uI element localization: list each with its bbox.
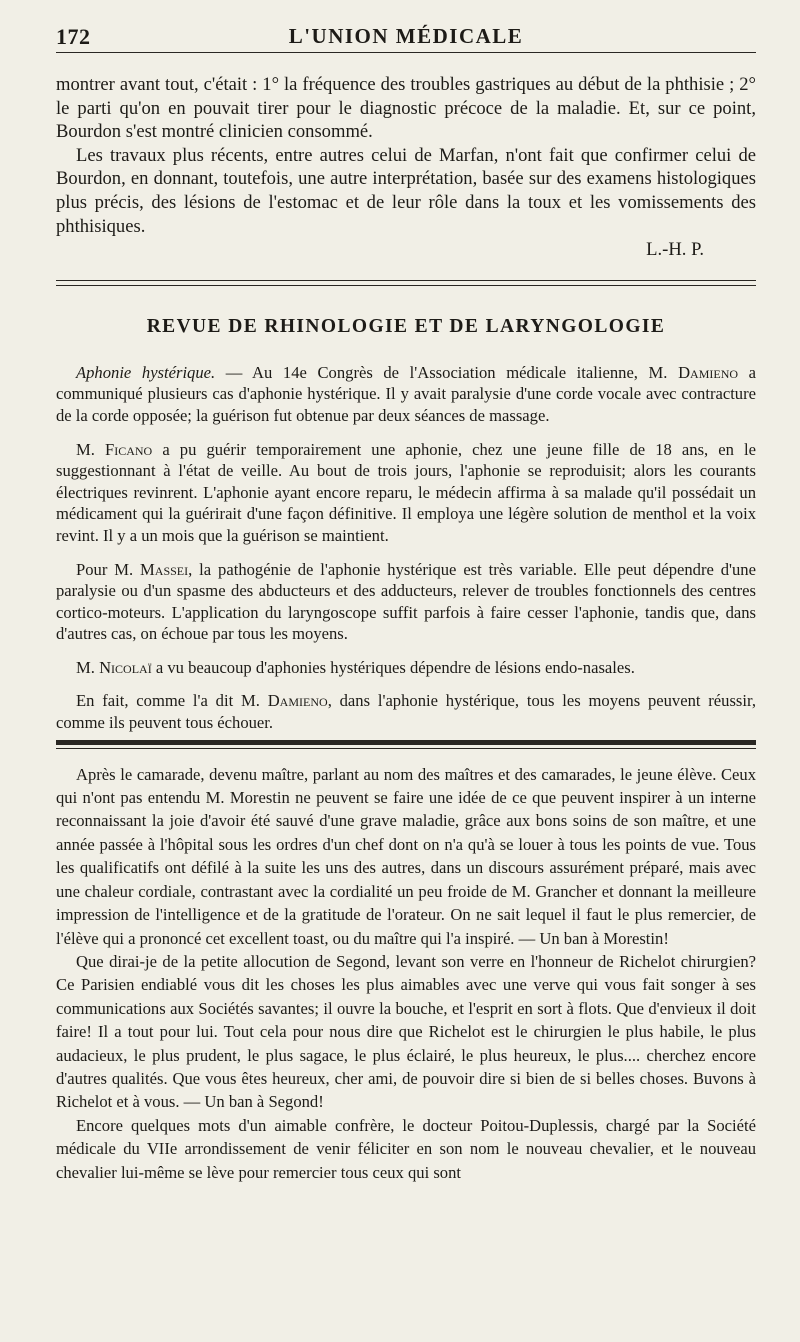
review-paragraph-1 (56, 362, 756, 427)
review-paragraph-1-end: a communiqué plusieurs cas d'aphonie hystérique. Il y avait paralysie d'une corde vocale avec contracture de la corde opposée; la guérison fut obtenue par deux séances de massage. (56, 362, 757, 425)
review-paragraph-2-pre: M. (76, 439, 105, 459)
author-signature: L.-H. P. (646, 239, 704, 261)
journal-page (56, 18, 756, 1184)
page-header (56, 18, 756, 53)
author-name: Damieno (267, 691, 328, 711)
intro-text (56, 73, 756, 238)
author-name: Ficano (105, 439, 153, 459)
review-paragraph-5 (56, 690, 756, 733)
author-name: Damieno (678, 362, 739, 382)
intro-paragraph-1: montrer avant tout, c'était : 1° la fréquence des troubles gastriques au début de la phthisie ; 2° le parti qu'on en pouvait tirer pour le diagnostic précoce de la maladie. Et, sur ce point, Bourdon s'est montré clinicien consommé. (56, 74, 756, 143)
review-paragraph-4-pre: M. (76, 657, 100, 677)
heavy-divider (56, 740, 756, 745)
review-subhead: Aphonie hystérique. (76, 362, 216, 382)
review-paragraph-3-pre: Pour M. (76, 559, 141, 579)
page-number: 172 (56, 24, 91, 49)
article-paragraph-2: Que dirai-je de la petite allocution de Segond, levant son verre en l'honneur de Richelot chirurgien? Ce Parisien endiablé vous dit les choses les plus aimables avec une verve qui vous fait songer à ses communications aux Sociétés savantes; il ouvre la bouche, et l'esprit en sort à flots. Que d'envieux il doit faire! Il a tout pour lui. Tout cela pour nous dire que Richelot est le chirurgien le plus habile, le plus audacieux, le plus prudent, le plus sagace, le plus éclairé, le plus heureux, le plus.... cherchez encore d'autres qualités. Que vous êtes heureux, cher ami, de pouvoir dire si bien de si belles choses. Buvons à Richelot et à vous. — Un ban à Segond! (56, 951, 756, 1112)
article-paragraph-3: Encore quelques mots d'un aimable confrère, le docteur Poitou-Duplessis, chargé par la Société médicale du VIIe arrondissement de venir féliciter en son nom le nouveau chevalier, et le nouveau chevalier lui-même se lève pour remercier tous ceux qui sont (56, 1115, 756, 1182)
section-title: REVUE DE RHINOLOGIE ET DE LARYNGOLOGIE (146, 315, 666, 337)
review-paragraph-4-text: a vu beaucoup d'aphonies hystériques dépendre de lésions endo-nasales. (151, 657, 635, 677)
journal-title: L'UNION MÉDICALE (288, 24, 524, 48)
author-name: Massei (140, 559, 189, 579)
author-name: Nicolaï (99, 657, 152, 677)
banquet-article (56, 763, 756, 1184)
review-paragraph-3 (56, 559, 756, 645)
review-paragraph-4 (56, 657, 756, 679)
review-paragraph-1-text: — Au 14e Congrès de l'Association médicale italienne, M. (215, 362, 679, 382)
thin-divider (56, 748, 756, 749)
intro-paragraph-2: Les travaux plus récents, entre autres celui de Marfan, n'ont fait que confirmer celui de Bourdon, en donnant, toutefois, une autre interprétation, basée sur des examens histologiques plus précis, des lésions de l'estomac et de leur rôle dans la toux et les vomissements des phthisiques. (56, 144, 756, 237)
section-divider (56, 280, 756, 286)
review-paragraph-2-text: a pu guérir temporairement une aphonie, chez une jeune fille de 18 ans, en le suggestionnant à l'état de veille. Au bout de trois jours, l'aphonie se reproduisit; alors les courants électriques revinrent. L'aphonie ayant encore reparu, le médecin affirma à sa malade qu'il possédait un médicament qui la guérirait d'une façon définitive. Il employa une légère solution de menthol et la voix revint. Il y a un mois que la guérison se maintient. (56, 439, 756, 545)
review-paragraph-2 (56, 439, 756, 547)
article-paragraph-1: Après le camarade, devenu maître, parlant au nom des maîtres et des camarades, le jeune élève. Ceux qui n'ont pas entendu M. Morestin ne peuvent se faire une idée de ce que peuvent inspirer à un interne reconnaissant la joie d'avoir été sauvé d'une grave maladie, grâce aux bons soins de son maître, et une année passée à l'hôpital sous les ordres d'un chef dont on n'a qu'à se louer à tous les points de vue. Tous les qualificatifs ont défilé à la suite les uns des autres, dans un discours assurément préparé, mais avec une chaleur cordiale, contrastant avec la cordialité un peu froide de M. Grancher et donnant la meilleure impression de l'intelligence et de la gratitude de l'orateur. On ne sait lequel il faut le plus remercier, de l'élève qui a prononcé cet excellent toast, ou du maître qui l'a inspiré. — Un ban à Morestin! (56, 764, 756, 948)
review-section (56, 362, 756, 734)
review-paragraph-3-text: , la pathogénie de l'aphonie hystérique est très variable. Elle peut dépendre d'une paralysie ou d'un spasme des abducteurs et des adducteurs, relever de troubles fonctionnels des centres cortico-moteurs. L'application du laryngoscope suffit parfois à faire cesser l'aphonie, tandis que, dans d'autres cas, on échoue par tous les moyens. (56, 559, 756, 644)
review-paragraph-5-pre: En fait, comme l'a dit M. (76, 691, 268, 711)
review-paragraph-5-text: , dans l'aphonie hystérique, tous les moyens peuvent réussir, comme ils peuvent tous échouer. (56, 691, 756, 733)
